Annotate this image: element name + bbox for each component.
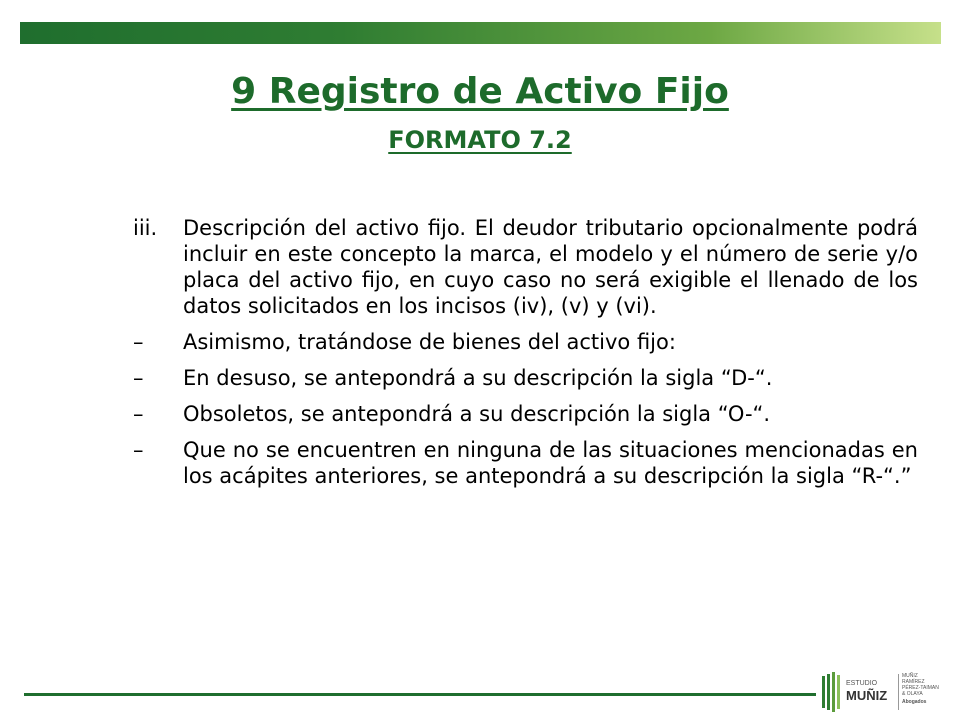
slide-content <box>133 215 918 499</box>
list-marker: – <box>133 438 144 462</box>
firm-logo-icon <box>822 672 842 712</box>
list-text: Que no se encuentren en ninguna de las situaciones mencionadas en los acápites anteriores, se antepondrá a su descripción la sigla “R-“.” <box>183 438 918 488</box>
footer-line <box>24 693 816 696</box>
list-item <box>133 437 918 489</box>
list-marker: – <box>133 402 144 426</box>
slide-title: 9 Registro de Activo Fijo <box>231 71 729 112</box>
logo-partner: MUÑIZ <box>902 673 918 679</box>
firm-logo <box>820 668 940 714</box>
logo-partner: RAMÍREZ <box>902 679 925 685</box>
logo-partner: & OLAYA <box>902 691 923 697</box>
list-item <box>133 401 918 427</box>
list-text: Asimismo, tratándose de bienes del activo fijo: <box>183 330 676 354</box>
logo-divider <box>898 674 899 710</box>
list-marker: – <box>133 330 144 354</box>
logo-partner: PÉREZ-TAIMAN <box>902 685 939 691</box>
list-text: Obsoletos, se antepondrá a su descripción la sigla “O-“. <box>183 402 771 426</box>
list-item <box>133 365 918 391</box>
logo-abogados: Abogados <box>902 699 927 705</box>
list-item <box>133 329 918 355</box>
list-marker: iii. <box>133 216 158 240</box>
logo-muniz: MUÑIZ <box>846 688 888 703</box>
logo-estudio: ESTUDIO <box>846 680 878 687</box>
list-marker: – <box>133 366 144 390</box>
header-gradient-bar <box>20 22 941 44</box>
list-text: En desuso, se antepondrá a su descripción la sigla “D-“. <box>183 366 773 390</box>
list-text: Descripción del activo fijo. El deudor tributario opcionalmente podrá incluir en este concepto la marca, el modelo y el número de serie y/o placa del activo fijo, en cuyo caso no será exigible el llenado de los datos solicitados en los incisos (iv), (v) y (vi). <box>183 216 918 318</box>
slide-subtitle: FORMATO 7.2 <box>388 126 572 154</box>
list-item <box>133 215 918 319</box>
